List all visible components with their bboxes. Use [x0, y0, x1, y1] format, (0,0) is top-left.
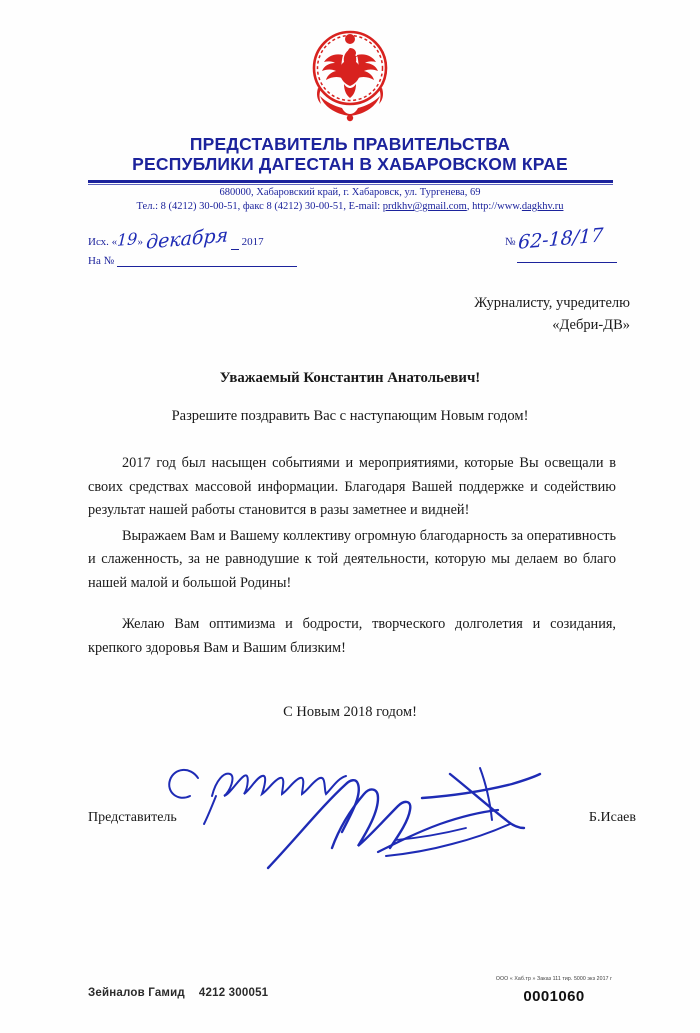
body-paragraph-1: 2017 год был насыщен событиями и мероприятиями, которые Вы освещали в своих средствах массовой информации. Благодаря Вашей поддержке и содействию результат нашей работы становится в разы заметнее и видней!	[88, 455, 616, 518]
document-number-field	[505, 224, 617, 263]
number-label: №	[505, 236, 516, 248]
handwritten-signature-icon	[150, 750, 570, 870]
reply-reference-field	[88, 254, 297, 267]
phone-fax-text: Тел.: 8 (4212) 30-00-51, факс 8 (4212) 30-00-51, E-mail:	[136, 201, 383, 212]
outgoing-label: Исх. «	[88, 236, 118, 248]
executor-info	[88, 987, 268, 999]
closing-line: С Новым 2018 годом!	[283, 704, 417, 720]
contact-line	[0, 200, 700, 214]
date-blank-line	[231, 237, 239, 250]
letterhead-line-1: ПРЕДСТАВИТЕЛЬ ПРАВИТЕЛЬСТВА	[189, 134, 511, 154]
letterhead-title	[0, 134, 700, 174]
website-link[interactable]: dagkhv.ru	[521, 201, 564, 212]
outgoing-date-field	[88, 224, 264, 254]
body-paragraph-2: Выражаем Вам и Вашему коллективу огромную благодарность за оперативность и слаженность, за не равнодушие к той деятельности, которую мы делаем во благо нашей малой и большой Родины!	[88, 527, 616, 591]
contact-block	[0, 186, 700, 214]
reply-label: На №	[88, 255, 115, 267]
letter-body	[88, 452, 616, 662]
subtitle-greeting: Разрешите поздравить Вас с наступающим Новым годом!	[171, 408, 529, 424]
serial-number: 0001060	[523, 988, 585, 1005]
quote-close: »	[137, 236, 144, 248]
salutation: Уважаемый Константин Анатольевич!	[219, 370, 481, 386]
year-label: 2017	[241, 236, 264, 248]
reference-row	[0, 224, 700, 278]
contact-separator: , http://www.	[466, 201, 522, 212]
addressee-block	[380, 292, 630, 336]
executor-phone: 4212 300051	[198, 987, 269, 999]
postal-address: 680000, Хабаровский край, г. Хабаровск, ул. Тургенева, 69	[219, 187, 481, 198]
dagestan-coat-of-arms-icon	[308, 22, 392, 126]
emblem-container	[0, 22, 700, 126]
handwritten-day: 19	[116, 229, 139, 250]
signer-name: Б.Исаев	[588, 810, 636, 825]
header-divider-thick	[88, 180, 613, 183]
handwritten-month: декабря	[145, 224, 229, 254]
addressee-line-1: Журналисту, учредителю	[474, 295, 630, 311]
handwritten-document-number: 62-18/17	[517, 224, 605, 254]
signer-title: Представитель	[88, 810, 177, 825]
executor-name: Зейналов Гамид	[88, 987, 185, 999]
reply-blank-line	[117, 254, 297, 267]
header-divider-thin	[88, 184, 613, 185]
addressee-line-2: «Дебри-ДВ»	[552, 317, 630, 333]
body-paragraph-3: Желаю Вам оптимизма и бодрости, творческого долголетия и созидания, крепкого здоровья Вам и Вашим близким!	[88, 616, 616, 656]
printer-imprint: ООО « Хаб.тр » Заказ 111 тир. 5000 экз 2017 г	[495, 976, 613, 982]
letterhead-line-2: РЕСПУБЛИКИ ДАГЕСТАН В ХАБАРОВСКОМ КРАЕ	[132, 154, 568, 174]
signature-area	[0, 755, 700, 875]
email-link[interactable]: prdkhv@gmail.com	[382, 201, 467, 212]
